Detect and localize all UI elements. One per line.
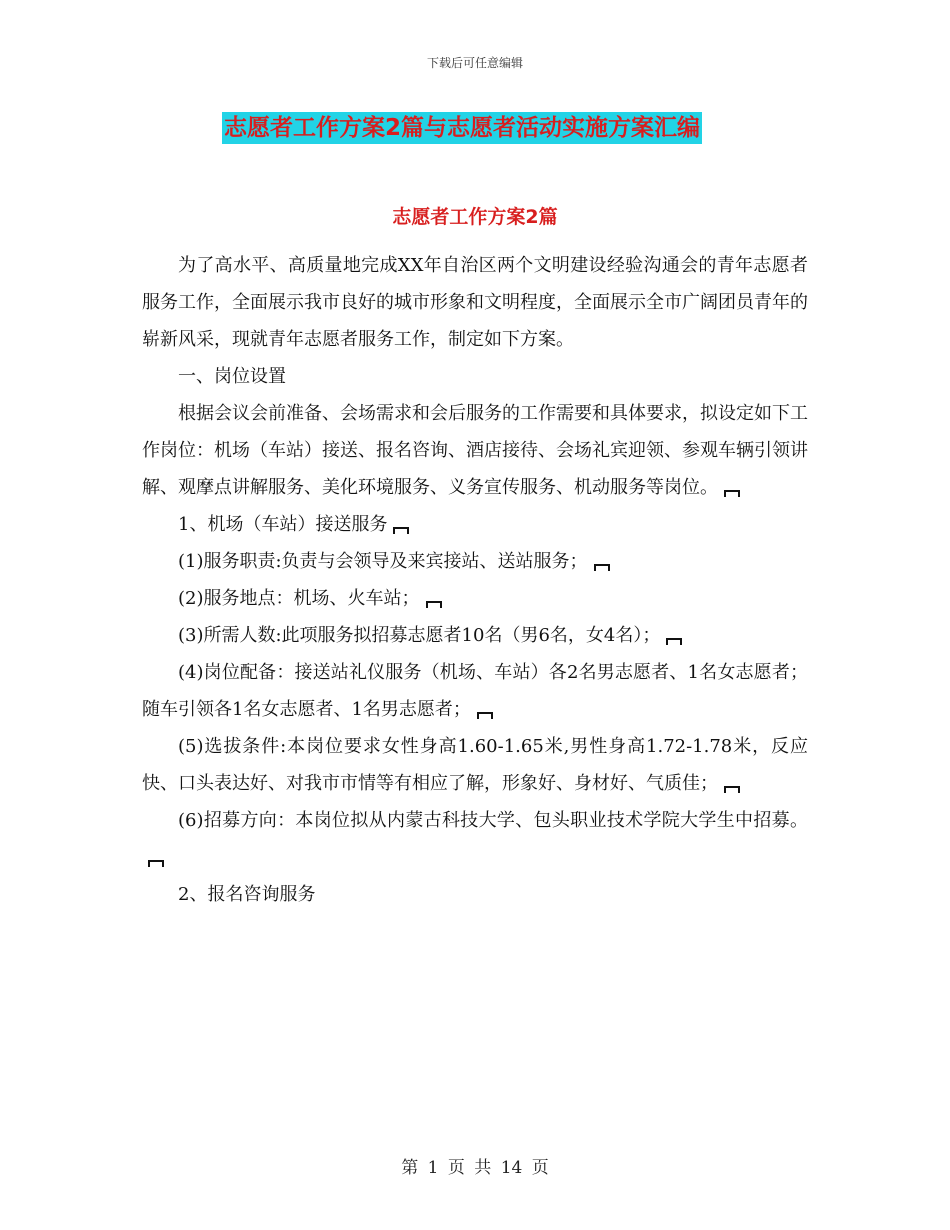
paragraph-item-2 — [142, 876, 808, 913]
paragraph-duty — [142, 543, 808, 580]
main-title: 志愿者工作方案2篇与志愿者活动实施方案汇编 — [222, 112, 702, 144]
paragraph-intro — [142, 247, 808, 358]
paragraph-text: 2、报名咨询服务 — [178, 884, 316, 905]
paragraph-mark-icon — [594, 564, 610, 571]
paragraph-mark-icon — [724, 490, 740, 497]
paragraph-text: (4)岗位配备：接送站礼仪服务（机场、车站）各2名男志愿者、1名女志愿者；随车引领各1名女志愿者、1名男志愿者； — [142, 662, 808, 720]
paragraph-mark-icon — [666, 638, 682, 645]
paragraph-text: (3)所需人数:此项服务拟招募志愿者10名（男6名，女4名）； — [178, 625, 661, 646]
paragraph-mark-icon — [426, 601, 442, 608]
paragraph-mark-icon — [148, 860, 164, 867]
paragraph-recruit — [142, 802, 808, 876]
paragraph-criteria — [142, 728, 808, 802]
paragraph-staffing — [142, 654, 808, 728]
paragraph-text: 根据会议会前准备、会场需求和会后服务的工作需要和具体要求，拟设定如下工作岗位：机场（车站）接送、报名咨询、酒店接待、会场礼宾迎领、参观车辆引领讲解、观摩点讲解服务、美化环境服务、义务宣传服务、机动服务等岗位。 — [142, 403, 808, 498]
paragraph-mark-icon — [724, 786, 740, 793]
section-title: 志愿者工作方案2篇 — [392, 206, 558, 228]
paragraph-mark-icon — [477, 712, 493, 719]
paragraph-heading-positions — [142, 358, 808, 395]
paragraph-text: 为了高水平、高质量地完成XX年自治区两个文明建设经验沟通会的青年志愿者服务工作，全面展示我市良好的城市形象和文明程度，全面展示全市广阔团员青年的崭新风采，现就青年志愿者服务工作，制定如下方案。 — [142, 255, 808, 350]
paragraph-location — [142, 580, 808, 617]
document-body — [142, 247, 808, 913]
paragraph-text: (6)招募方向：本岗位拟从内蒙古科技大学、包头职业技术学院大学生中招募。 — [178, 810, 808, 831]
paragraph-text: 一、岗位设置 — [178, 366, 286, 387]
page-footer: 第 1 页 共 14 页 — [401, 1158, 549, 1178]
header-note: 下载后可任意编辑 — [426, 56, 523, 70]
paragraph-mark-icon — [393, 527, 409, 534]
main-title-container — [222, 112, 702, 144]
paragraph-text: 1、机场（车站）接送服务 — [178, 514, 388, 535]
paragraph-headcount — [142, 617, 808, 654]
paragraph-text: (1)服务职责:负责与会领导及来宾接站、送站服务； — [178, 551, 588, 572]
paragraph-text: (2)服务地点：机场、火车站； — [178, 588, 420, 609]
paragraph-item-1 — [142, 506, 808, 543]
paragraph-text: (5)选拔条件:本岗位要求女性身高1.60-1.65米,男性身高1.72-1.78米，反应快、口头表达好、对我市市情等有相应了解，形象好、身材好、气质佳； — [142, 736, 808, 794]
paragraph-position-list — [142, 395, 808, 506]
